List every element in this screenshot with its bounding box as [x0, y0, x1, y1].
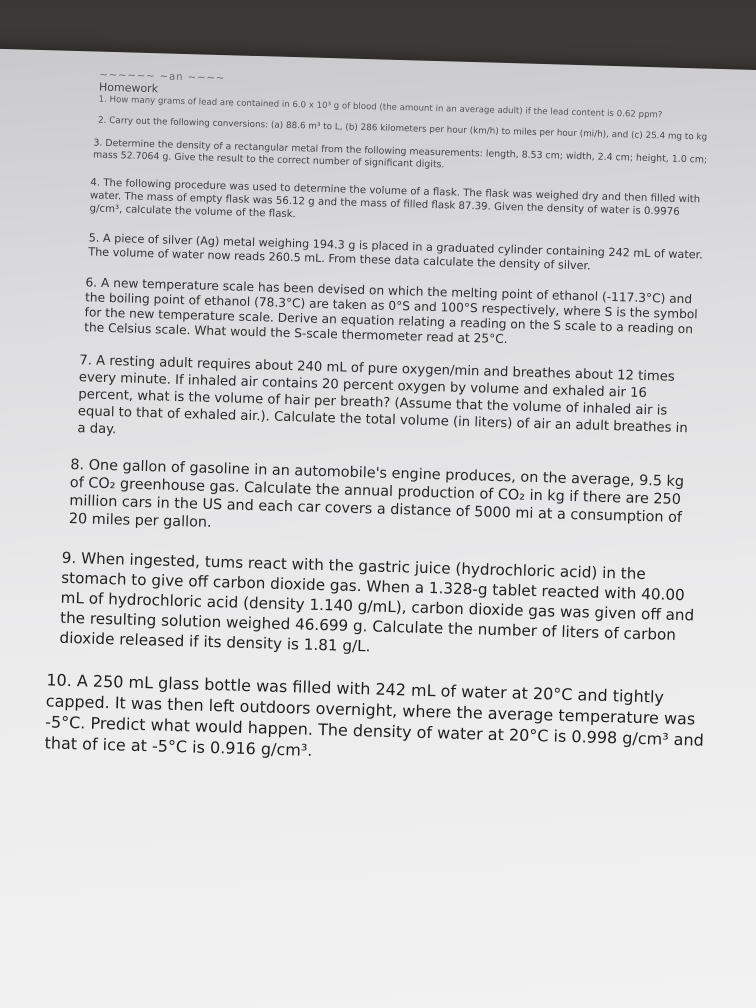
question-number: 7. — [79, 353, 93, 369]
homework-sheet — [0, 48, 756, 1008]
question-text: A resting adult requires about 240 mL of pure oxygen/min and breathes about 12 times every minute. If inhaled air contains 20 percent oxygen by volume and exhaled air 16 percent, what is the volume of hair per breath? (Assume that the volume of inhaled air is equal to that of exhaled air.). Calculate the total volume (in liters) of air an adult breathes in a day. — [77, 353, 688, 438]
question-text: A new temperature scale has been devised on which the melting point of ethanol (-117.3°C) and the boiling point of ethanol (78.3°C) are taken as 0°S and 100°S respectively, where S is the symbol for the new temperature scale. Derive an equation relating a reading on the S scale to a reading on the Celsius scale. What would the S-scale thermometer read at 25°C. — [84, 275, 698, 347]
question-number: 6. — [85, 275, 98, 290]
question-number: 2. — [97, 115, 107, 126]
question-text: How many grams of lead are contained in 6.0 x 10³ g of blood (the amount in an average adult) if the lead content is 0.62 ppm? — [109, 94, 663, 121]
question-6 — [84, 275, 703, 352]
question-4 — [89, 176, 706, 232]
question-text: A 250 mL glass bottle was filled with 242 mL of water at 20°C and tightly capped. It was then left outdoors overnight, where the average temperature was -5°C. Predict what would happen. The density of water at 20°C is 0.998 g/cm³ and that of ice at -5°C is 0.916 g/cm³. — [44, 671, 705, 760]
question-7 — [77, 352, 701, 454]
sheet-content — [44, 69, 709, 771]
question-number: 9. — [61, 548, 77, 568]
question-number: 10. — [46, 670, 73, 691]
homework-title: Homework — [98, 80, 159, 96]
question-10 — [44, 669, 726, 772]
question-text: Carry out the following conversions: (a) 88.6 m³ to L, (b) 286 kilometers per hour (km/h) to miles per hour (mi/h), and (c) 25.4 mg to kg — [109, 115, 708, 143]
question-3 — [93, 137, 707, 178]
question-number: 4. — [90, 177, 101, 189]
question-text: The following procedure was used to determine the volume of a flask. The flask was weighed dry and then filled with water. The mass of empty flask was 56.12 g and the mass of filled flask 87.39. Given the density of water is 0.9976 g/cm³, calculate the volume of the flask. — [89, 177, 701, 221]
question-number: 3. — [93, 137, 103, 149]
header-top-text: ~~~~~~ ~an ~~~~ — [99, 69, 226, 85]
question-8 — [69, 456, 699, 546]
question-5 — [88, 231, 705, 276]
question-text: One gallon of gasoline in an automobile's engine produces, on the average, 9.5 kg of CO₂ greenhouse gas. Calculate the annual production of CO₂ in kg if there are 250 million cars in the US and each car covers a distance of 5000 mi at a consumption of 20 miles per gallon. — [68, 457, 685, 531]
question-number: 1. — [98, 94, 107, 105]
question-text: When ingested, tums react with the gastric juice (hydrochloric acid) in the stomach to give off carbon dioxide gas. When a 1.328-g tablet reacted with 40.00 mL of hydrochloric acid (density 1.140 g/mL), carbon dioxide gas was given off and the resulting solution weighed 46.699 g. Calculate the number of liters of carbon dioxide released if its density is 1.81 g/L. — [59, 549, 695, 656]
question-text: Determine the density of a rectangular metal from the following measurements: length, 8.53 cm; width, 2.4 cm; height, 1.0 cm; mass 52.7064 g. Give the result to the correct number of significant digits. — [92, 137, 708, 171]
question-number: 5. — [88, 231, 100, 245]
question-text: A piece of silver (Ag) metal weighing 194.3 g is placed in a graduated cylinder containing 242 mL of water. The volume of water now reads 260.5 mL. From these data calculate the density of silver. — [88, 231, 703, 273]
question-number: 8. — [70, 456, 85, 474]
question-9 — [59, 548, 696, 666]
